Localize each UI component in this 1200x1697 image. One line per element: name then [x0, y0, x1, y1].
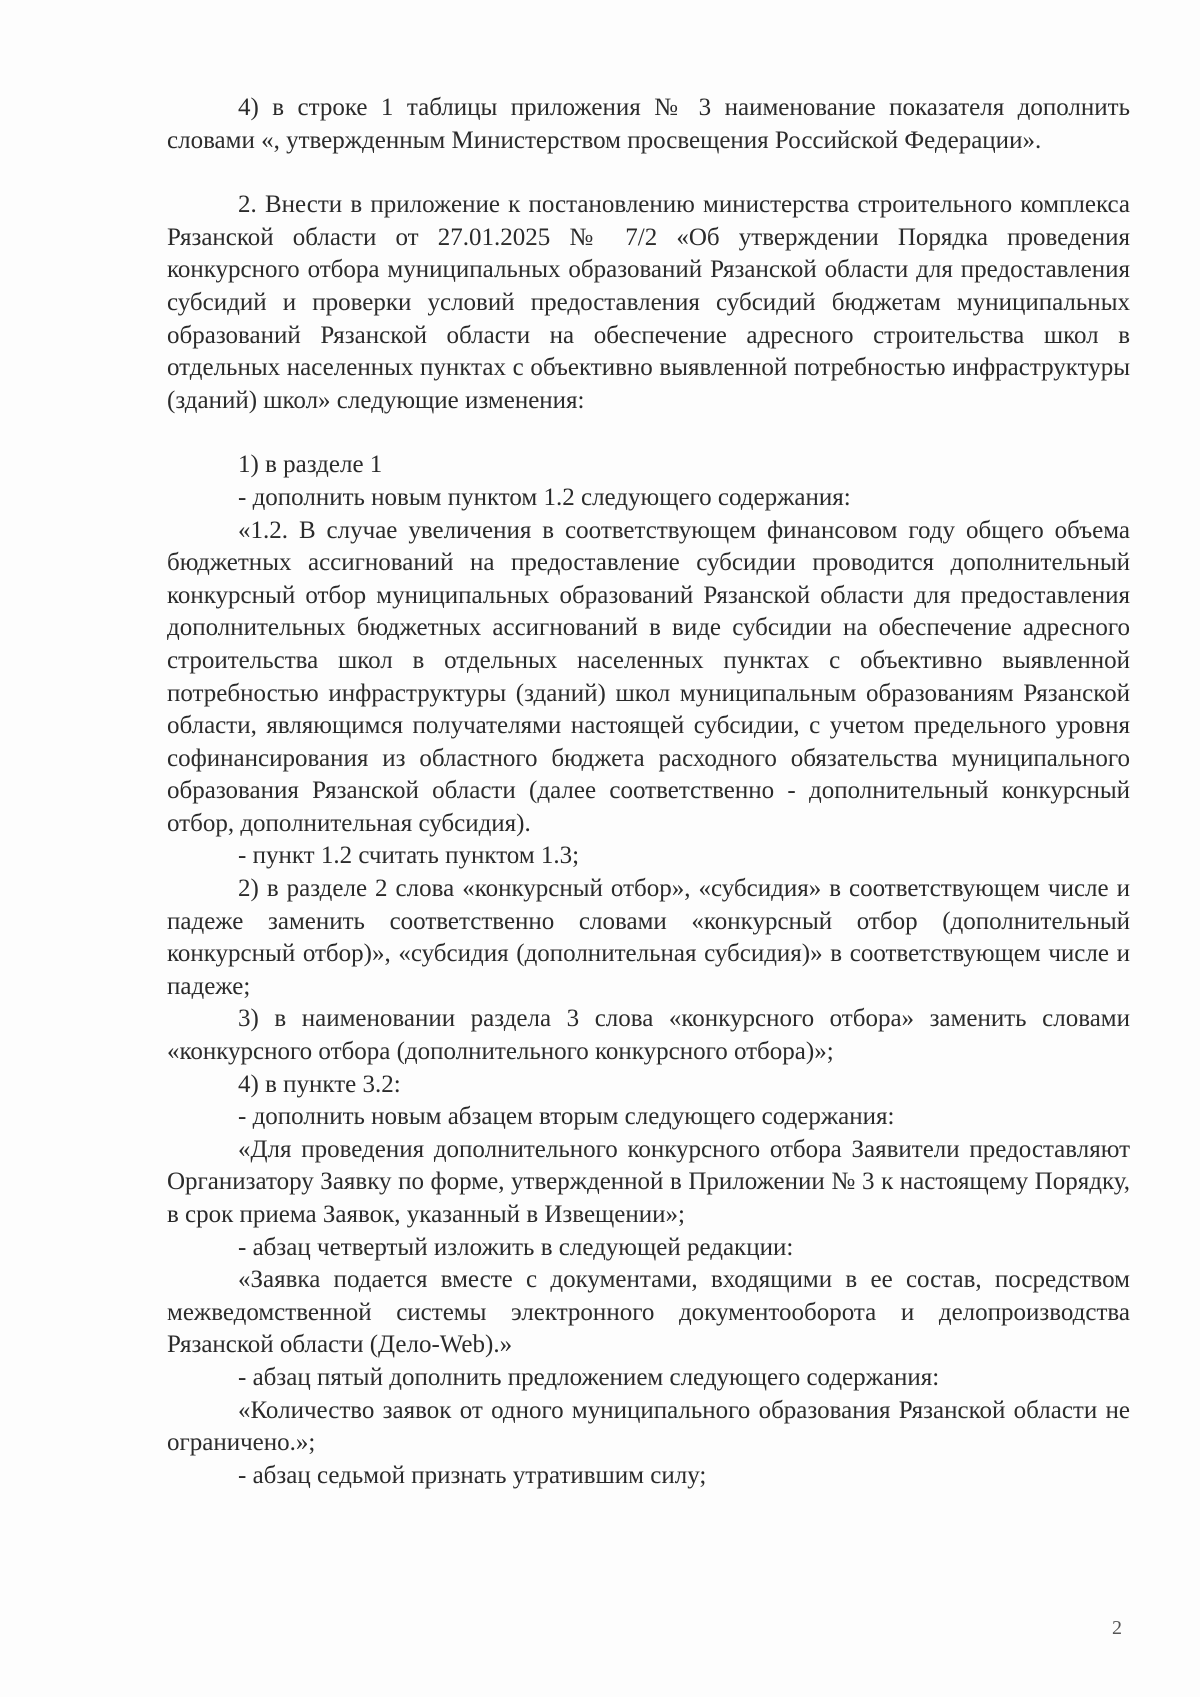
- paragraph-renumber-point: - пункт 1.2 считать пунктом 1.3;: [238, 842, 580, 870]
- page-number: 2: [1112, 1617, 1122, 1639]
- paragraph-point-3-2-heading: 4) в пункте 3.2:: [238, 1070, 401, 1098]
- paragraph-second-abzats-text: «Для проведения дополнительного конкурсного отбора Заявители предоставляют Организатору Заявку по форме, утвержденной в Приложении № 3 к настоящему Порядку, в срок приема Заявок, указанный в Извещении»;: [167, 1135, 1130, 1228]
- paragraph-fifth-abzats-text: «Количество заявок от одного муниципального образования Рязанской области не ограничено.»;: [167, 1396, 1130, 1457]
- paragraph-fourth-abzats-text: «Заявка подается вместе с документами, входящими в ее состав, посредством межведомственной системы электронного документооборота и делопроизводства Рязанской области (Дело-Web).»: [167, 1266, 1130, 1359]
- paragraph-section-2-amendment: 2) в разделе 2 слова «конкурсный отбор», «субсидия» в соответствующем числе и падеже заменить соответственно словами «конкурсный отбор (дополнительный конкурсный отбор)», «субсидия (дополнительная субсидия)» в соответствующем числе и падеже;: [167, 875, 1130, 1000]
- paragraph-fifth-abzats-heading: - абзац пятый дополнить предложением следующего содержания:: [238, 1363, 940, 1391]
- paragraph-section-1-heading: 1) в разделе 1: [238, 451, 383, 479]
- paragraph-section-3-title-amendment: 3) в наименовании раздела 3 слова «конкурсного отбора» заменить словами «конкурсного отбора (дополнительного конкурсного отбора)»;: [167, 1005, 1130, 1066]
- paragraph-table-row-amendment: 4) в строке 1 таблицы приложения № 3 наименование показателя дополнить словами «, утвержденным Министерством просвещения Российской Федерации».: [167, 94, 1130, 154]
- paragraph-fourth-abzats-heading: - абзац четвертый изложить в следующей редакции:: [238, 1233, 794, 1261]
- paragraph-item-2-intro: 2. Внести в приложение к постановлению министерства строительного комплекса Рязанской области от 27.01.2025 № 7/2 «Об утверждении Порядка проведения конкурсного отбора муниципальных образований Рязанской области для предоставления субсидий и проверки условий предоставления субсидий бюджетам муниципальных образований Рязанской области на обеспечение адресного строительства школ в отдельных населенных пунктах с объективно выявленной потребностью инфраструктуры (зданий) школ» следующие изменения:: [167, 191, 1130, 414]
- paragraph-add-point-1-2: - дополнить новым пунктом 1.2 следующего содержания:: [238, 483, 851, 511]
- paragraph-add-second-abzats: - дополнить новым абзацем вторым следующего содержания:: [238, 1103, 895, 1131]
- document-body: [167, 92, 1130, 1492]
- paragraph-point-1-2-text: «1.2. В случае увеличения в соответствующем финансовом году общего объема бюджетных ассигнований на предоставление субсидии проводится дополнительный конкурсный отбор муниципальных образований Рязанской области для предоставления дополнительных бюджетных ассигнований в виде субсидии на обеспечение адресного строительства школ в отдельных населенных пунктах с объективно выявленной потребностью инфраструктуры (зданий) школ муниципальным образованиям Рязанской области, являющимся получателями настоящей субсидии, с учетом предельного уровня софинансирования из областного бюджета расходного обязательства муниципального образования Рязанской области (далее соответственно - дополнительный конкурсный отбор, дополнительная субсидия).: [167, 516, 1130, 837]
- paragraph-seventh-abzats-repeal: - абзац седьмой признать утратившим силу;: [238, 1461, 707, 1489]
